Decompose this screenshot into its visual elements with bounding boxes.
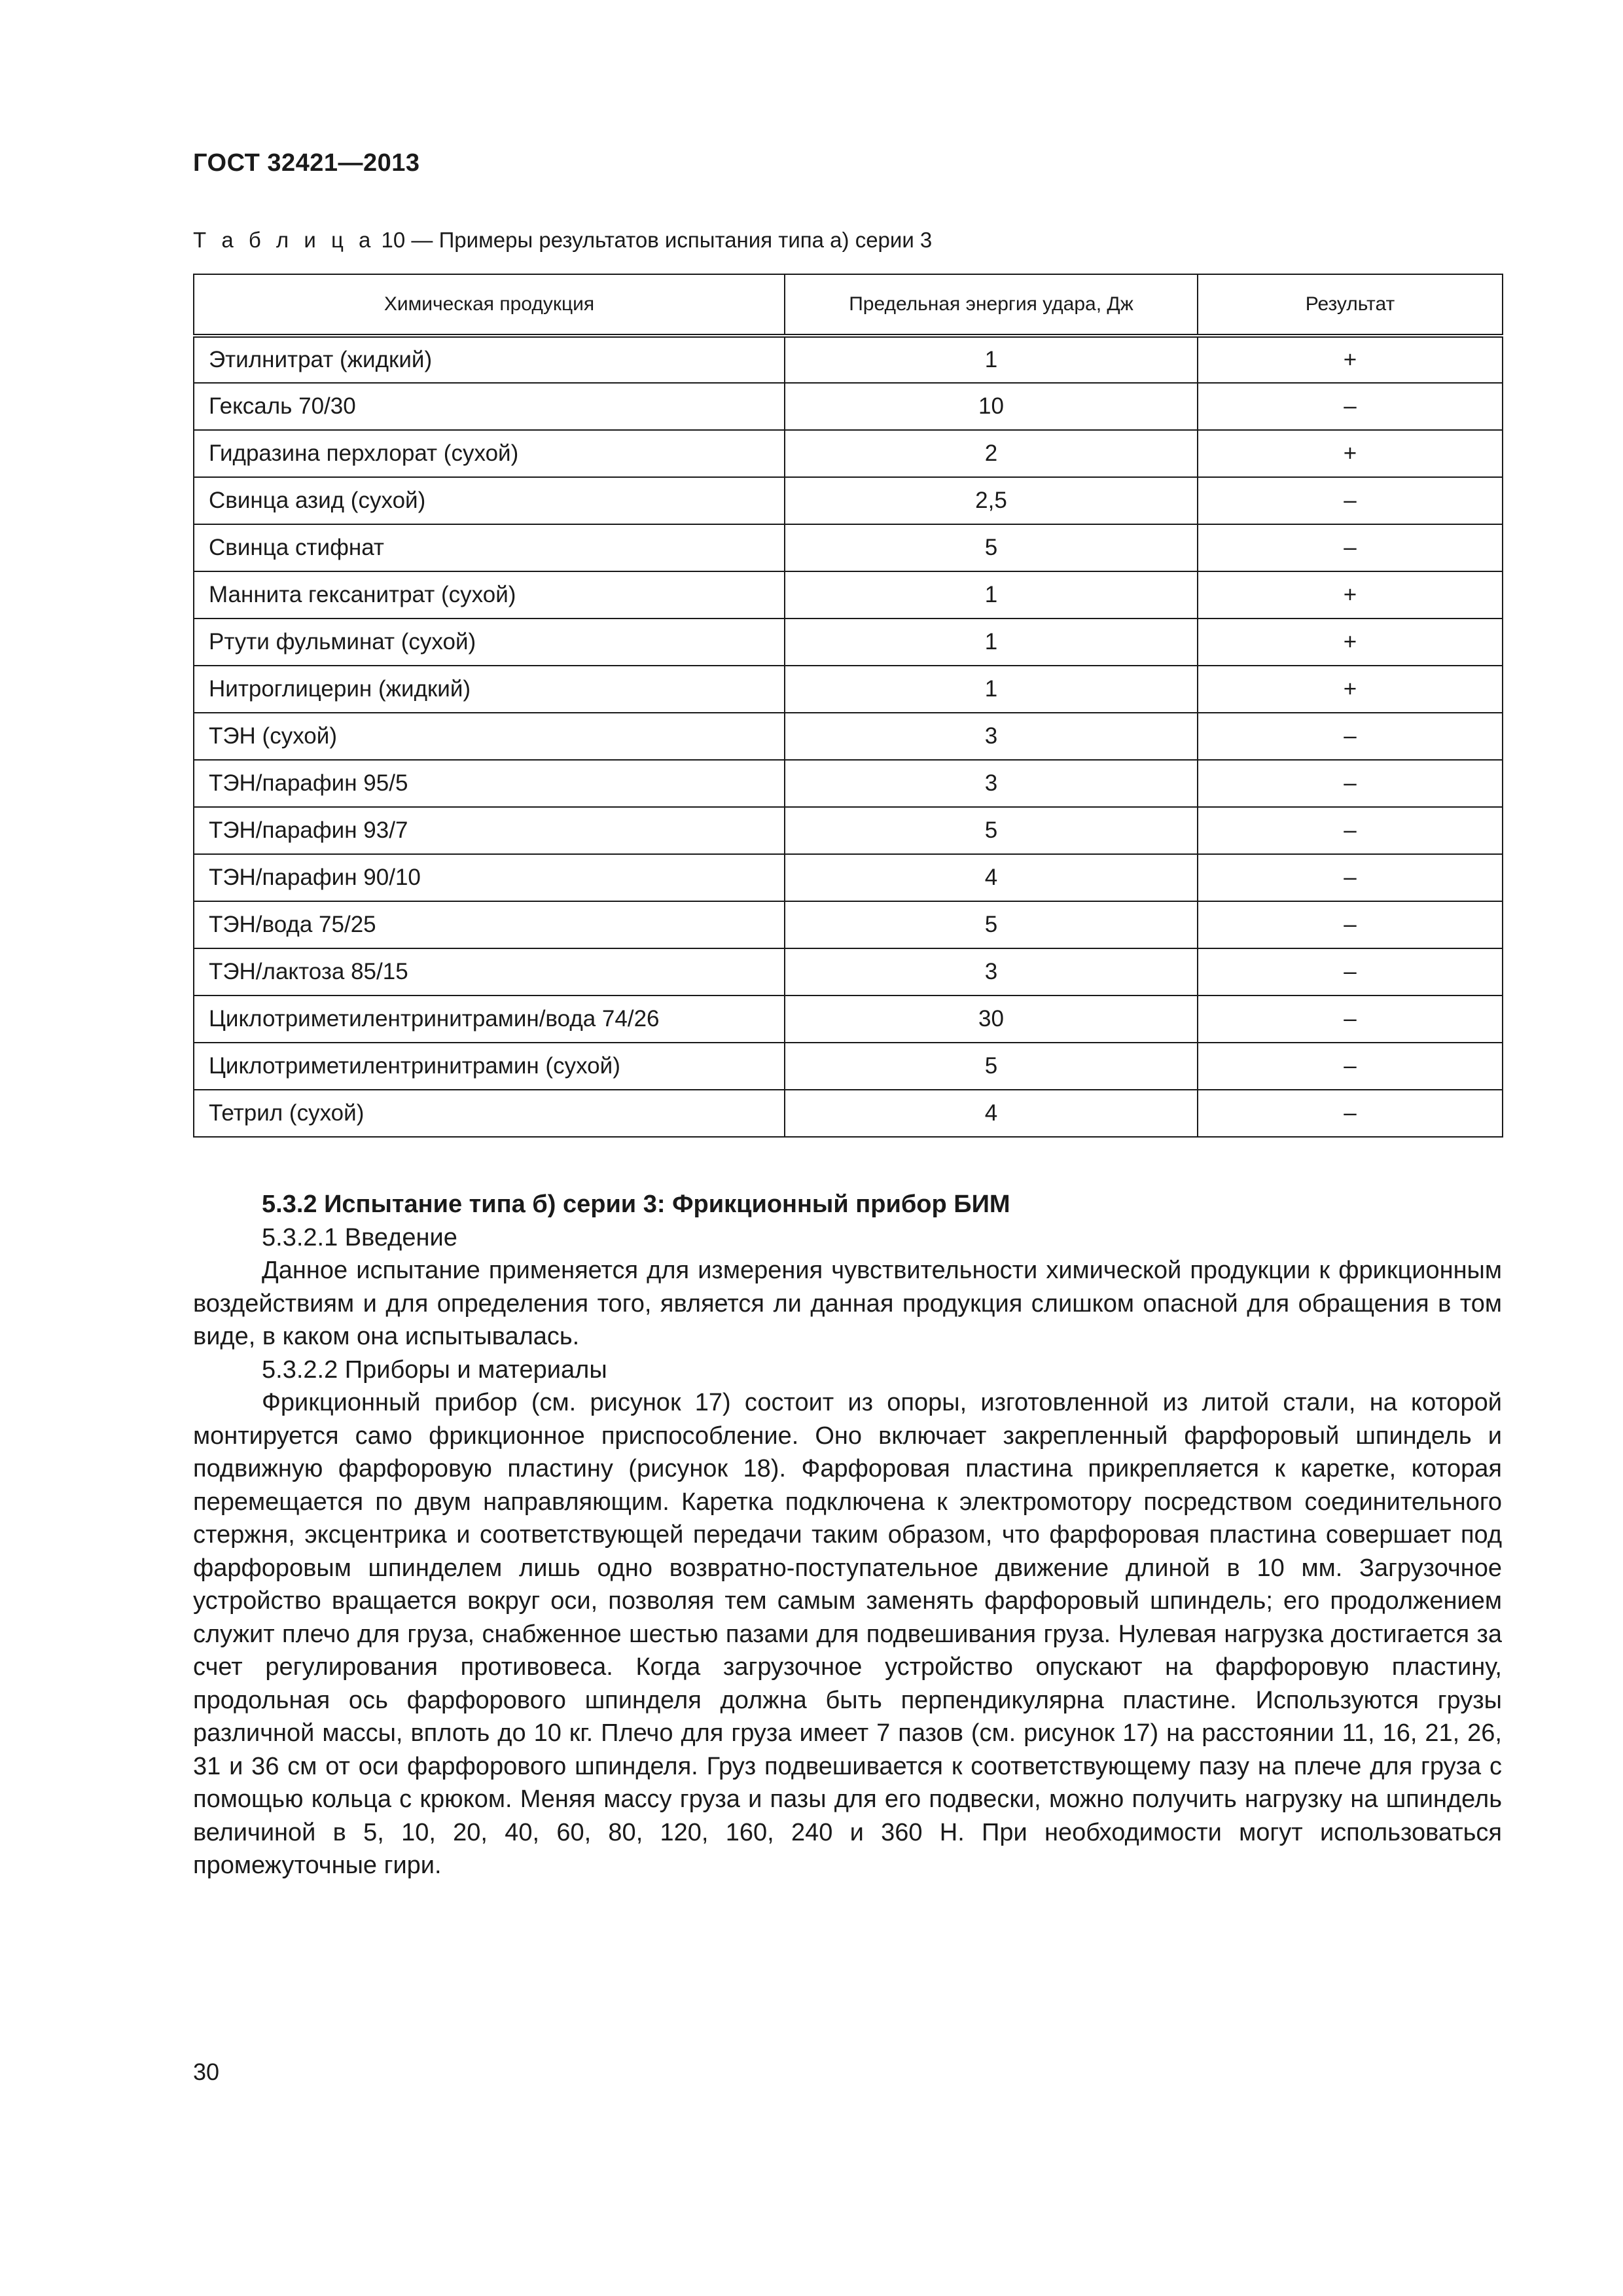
subsection-heading-apparatus: 5.3.2.2 Приборы и материалы <box>262 1355 607 1384</box>
table-caption <box>193 228 932 253</box>
cell-impact-energy: 1 <box>785 619 1198 666</box>
table-row <box>194 760 1503 807</box>
table-row <box>194 477 1503 524</box>
column-header-energy: Предельная энергия удара, Дж <box>785 274 1198 336</box>
cell-result: – <box>1198 477 1503 524</box>
results-table <box>193 274 1503 1138</box>
subsection-heading-introduction: 5.3.2.1 Введение <box>262 1223 457 1251</box>
cell-result: – <box>1198 760 1503 807</box>
table-row <box>194 1090 1503 1137</box>
cell-impact-energy: 1 <box>785 666 1198 713</box>
cell-result: + <box>1198 430 1503 477</box>
cell-impact-energy: 4 <box>785 854 1198 901</box>
cell-impact-energy: 5 <box>785 901 1198 948</box>
table-row <box>194 430 1503 477</box>
table-row <box>194 901 1503 948</box>
cell-product-name: Гексаль 70/30 <box>194 383 785 430</box>
cell-impact-energy: 3 <box>785 760 1198 807</box>
table-row <box>194 854 1503 901</box>
table-row <box>194 666 1503 713</box>
cell-result: – <box>1198 1090 1503 1137</box>
table-row <box>194 1043 1503 1090</box>
paragraph-introduction: Данное испытание применяется для измерения чувствительности химической продукции к фрикционным воздействиям и для определения того, является ли данная продукция слишком опасной для обращения в том виде, в каком она испытывалась. <box>193 1257 1502 1350</box>
cell-impact-energy: 5 <box>785 807 1198 854</box>
cell-impact-energy: 3 <box>785 713 1198 760</box>
table-row <box>194 571 1503 619</box>
cell-impact-energy: 30 <box>785 996 1198 1043</box>
cell-impact-energy: 4 <box>785 1090 1198 1137</box>
cell-result: – <box>1198 948 1503 996</box>
cell-product-name: ТЭН (сухой) <box>194 713 785 760</box>
cell-result: – <box>1198 713 1503 760</box>
cell-product-name: ТЭН/парафин 93/7 <box>194 807 785 854</box>
table-row <box>194 336 1503 383</box>
section-body <box>193 1188 1502 1882</box>
cell-product-name: Тетрил (сухой) <box>194 1090 785 1137</box>
cell-product-name: ТЭН/лактоза 85/15 <box>194 948 785 996</box>
cell-product-name: Этилнитрат (жидкий) <box>194 336 785 383</box>
table-body <box>194 336 1503 1137</box>
cell-result: + <box>1198 619 1503 666</box>
table-caption-prefix: Т а б л и ц а <box>193 228 376 252</box>
cell-product-name: ТЭН/парафин 95/5 <box>194 760 785 807</box>
cell-result: – <box>1198 854 1503 901</box>
table-row <box>194 524 1503 571</box>
table-row <box>194 383 1503 430</box>
cell-result: – <box>1198 383 1503 430</box>
table-header-row <box>194 274 1503 336</box>
cell-product-name: Маннита гексанитрат (сухой) <box>194 571 785 619</box>
cell-impact-energy: 2,5 <box>785 477 1198 524</box>
cell-result: – <box>1198 1043 1503 1090</box>
cell-result: – <box>1198 996 1503 1043</box>
cell-impact-energy: 2 <box>785 430 1198 477</box>
column-header-result: Результат <box>1198 274 1503 336</box>
cell-product-name: Циклотриметилентринитрамин/вода 74/26 <box>194 996 785 1043</box>
cell-impact-energy: 3 <box>785 948 1198 996</box>
cell-impact-energy: 5 <box>785 1043 1198 1090</box>
cell-result: + <box>1198 666 1503 713</box>
cell-impact-energy: 1 <box>785 571 1198 619</box>
cell-product-name: Циклотриметилентринитрамин (сухой) <box>194 1043 785 1090</box>
table-row <box>194 619 1503 666</box>
cell-product-name: Свинца стифнат <box>194 524 785 571</box>
cell-product-name: ТЭН/парафин 90/10 <box>194 854 785 901</box>
cell-product-name: ТЭН/вода 75/25 <box>194 901 785 948</box>
cell-product-name: Нитроглицерин (жидкий) <box>194 666 785 713</box>
cell-impact-energy: 10 <box>785 383 1198 430</box>
section-heading: 5.3.2 Испытание типа б) серии 3: Фрикционный прибор БИМ <box>262 1191 1010 1218</box>
document-code: ГОСТ 32421—2013 <box>193 149 420 177</box>
cell-product-name: Гидразина перхлорат (сухой) <box>194 430 785 477</box>
column-header-product: Химическая продукция <box>194 274 785 336</box>
page-number: 30 <box>193 2058 220 2085</box>
cell-product-name: Свинца азид (сухой) <box>194 477 785 524</box>
cell-impact-energy: 1 <box>785 336 1198 383</box>
table-row <box>194 807 1503 854</box>
cell-result: – <box>1198 901 1503 948</box>
cell-result: – <box>1198 807 1503 854</box>
cell-result: + <box>1198 336 1503 383</box>
table-row <box>194 996 1503 1043</box>
paragraph-apparatus: Фрикционный прибор (см. рисунок 17) состоит из опоры, изготовленной из литой стали, на которой монтируется само фрикционное приспособление. Оно включает закрепленный фарфоровый шпиндель и подвижную фарфоровую пластину (рисунок 18). Фарфоровая пластина прикрепляется к каретке, которая перемещается по двум направляющим. Каретка подключена к электромотору посредством соединительного стержня, эксцентрика и соответствующей передачи таким образом, что фарфоровая пластина совершает под фарфоровым шпинделем лишь одно возвратно-поступательное движение длиной в 10 мм. Загрузочное устройство вращается вокруг оси, позволяя тем самым заменять фарфоровый шпиндель; его продолжением служит плечо для груза, снабженное шестью пазами для подвешивания груза. Нулевая нагрузка достигается за счет регулирования противовеса. Когда загрузочное устройство опускают на фарфоровую пластину, продольная ось фарфорового шпинделя должна быть перпендикулярна пластине. Используются грузы различной массы, вплоть до 10 кг. Плечо для груза имеет 7 пазов (см. рисунок 17) на расстоянии 11, 16, 21, 26, 31 и 36 см от оси фарфорового шпинделя. Груз подвешивается к соответствующему пазу на плече для груза с помощью кольца с крюком. Меняя массу груза и пазы для его подвески, можно получить нагрузку на шпиндель величиной в 5, 10, 20, 40, 60, 80, 120, 160, 240 и 360 Н. При необходимости могут использоваться промежуточные гири. <box>193 1389 1502 1879</box>
cell-result: – <box>1198 524 1503 571</box>
table-row <box>194 948 1503 996</box>
cell-result: + <box>1198 571 1503 619</box>
table-row <box>194 713 1503 760</box>
cell-impact-energy: 5 <box>785 524 1198 571</box>
table-caption-text: 10 — Примеры результатов испытания типа а) серии 3 <box>375 228 933 252</box>
cell-product-name: Ртути фульминат (сухой) <box>194 619 785 666</box>
